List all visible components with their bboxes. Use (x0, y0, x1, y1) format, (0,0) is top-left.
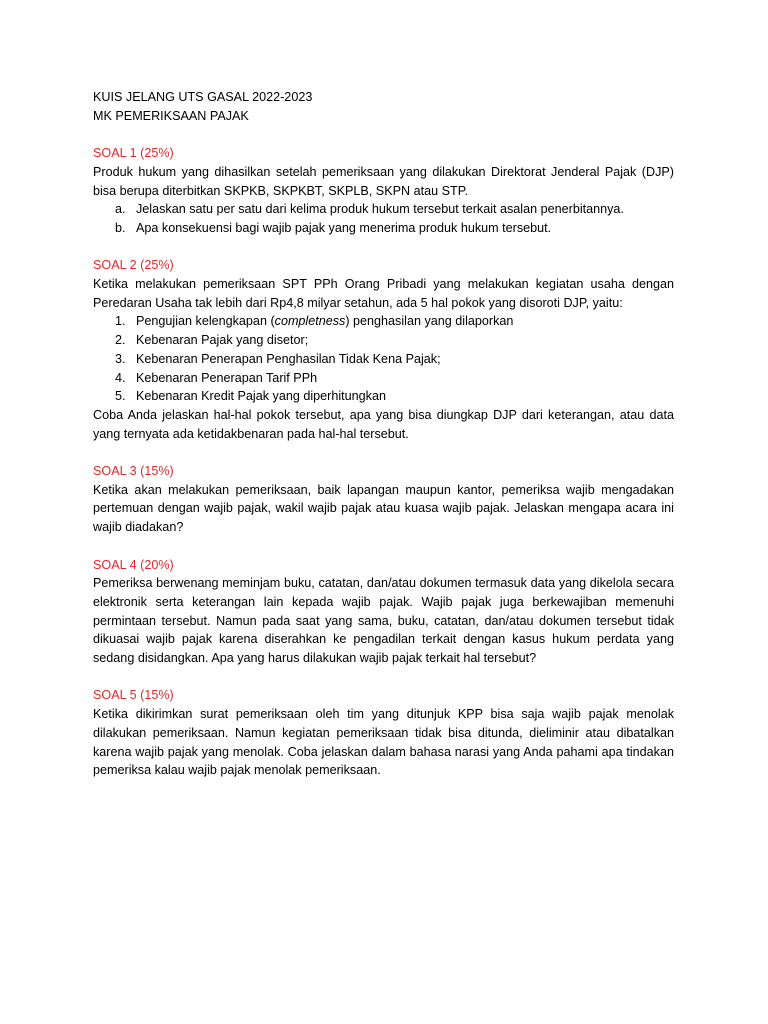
list-item-text: Kebenaran Kredit Pajak yang diperhitungkan (136, 389, 386, 404)
question-1 (93, 144, 674, 238)
list-item-text-part: ) penghasilan yang dilaporkan (345, 314, 514, 329)
list-item-text-part: Pengujian kelengkapan ( (136, 314, 275, 329)
document-page (93, 88, 674, 780)
question-5-text: Ketika dikirimkan surat pemeriksaan oleh tim yang ditunjuk KPP bisa saja wajib pajak menolak dilakukan pemeriksaan. Namun kegiatan pemeriksaan tidak bisa ditunda, dieliminir atau dibatalkan karena wajib pajak yang menolak. Coba jelaskan dalam bahasa narasi yang Anda pahami apa tindakan pemeriksa kalau wajib pajak menolak pemeriksaan. (93, 707, 674, 778)
list-item (93, 312, 674, 331)
list-item (93, 350, 674, 369)
list-item (93, 200, 674, 219)
question-1-list (93, 200, 674, 237)
quiz-title: KUIS JELANG UTS GASAL 2022-2023 (93, 90, 313, 104)
italic-term: completness (274, 314, 346, 329)
list-item-text: Kebenaran Pajak yang disetor; (136, 333, 309, 348)
list-marker: 3. (115, 351, 126, 366)
question-2-heading: SOAL 2 (25%) (93, 258, 174, 273)
list-item-text (136, 314, 513, 328)
list-item-text: Jelaskan satu per satu dari kelima produk hukum tersebut terkait asalan penerbitannya. (136, 202, 624, 217)
list-marker: 2. (115, 333, 126, 348)
question-3 (93, 462, 674, 537)
course-title: MK PEMERIKSAAN PAJAK (93, 108, 249, 123)
question-5-heading: SOAL 5 (15%) (93, 688, 174, 703)
question-3-text: Ketika akan melakukan pemeriksaan, baik lapangan maupun kantor, pemeriksa wajib mengadakan pertemuan dengan wajib pajak, wakil wajib pajak atau kuasa wajib pajak. Jelaskan mengapa acara ini wajib diadakan? (93, 482, 674, 535)
question-4-text: Pemeriksa berwenang meminjam buku, catatan, dan/atau dokumen termasuk data yang dikelola secara elektronik serta keterangan lain kepada wajib pajak. Wajib pajak juga berkewajiban memenuhi permintaan tersebut. Namun pada saat yang sama, buku, catatan, dan/atau dokumen tersebut tidak dikuasai wajib pajak karena diserahkan ke pengadilan terkait dengan kasus hukum perdata yang sedang disidangkan. Apa yang harus dilakukan wajib pajak terkait hal tersebut? (93, 576, 674, 666)
list-marker: b. (115, 220, 126, 235)
question-3-heading: SOAL 3 (15%) (93, 464, 174, 479)
question-4-heading: SOAL 4 (20%) (93, 557, 174, 572)
list-marker: 5. (115, 389, 126, 404)
list-marker: 1. (115, 314, 126, 329)
question-4 (93, 556, 674, 668)
question-2-list (93, 312, 674, 406)
list-item (93, 387, 674, 406)
question-1-text: Produk hukum yang dihasilkan setelah pemeriksaan yang dilakukan Direktorat Jenderal Pajak (DJP) bisa berupa diterbitkan SKPKB, SKPKBT, SKPLB, SKPN atau STP. (93, 164, 674, 198)
list-item (93, 369, 674, 388)
question-5 (93, 686, 674, 780)
question-2 (93, 256, 674, 443)
list-item-text: Apa konsekuensi bagi wajib pajak yang menerima produk hukum tersebut. (136, 220, 552, 235)
question-1-heading: SOAL 1 (25%) (93, 146, 174, 161)
list-item (93, 331, 674, 350)
question-2-closing: Coba Anda jelaskan hal-hal pokok tersebut, apa yang bisa diungkap DJP dari keterangan, atau data yang ternyata ada ketidakbenaran pada hal-hal tersebut. (93, 407, 674, 441)
list-item-text: Kebenaran Penerapan Penghasilan Tidak Kena Pajak; (136, 351, 441, 366)
list-item (93, 219, 674, 238)
list-item-text: Kebenaran Penerapan Tarif PPh (136, 370, 318, 385)
question-2-text: Ketika melakukan pemeriksaan SPT PPh Orang Pribadi yang melakukan kegiatan usaha dengan Peredaran Usaha tak lebih dari Rp4,8 milyar setahun, ada 5 hal pokok yang disoroti DJP, yaitu: (93, 277, 674, 310)
list-marker: 4. (115, 370, 126, 385)
list-marker: a. (115, 202, 126, 217)
